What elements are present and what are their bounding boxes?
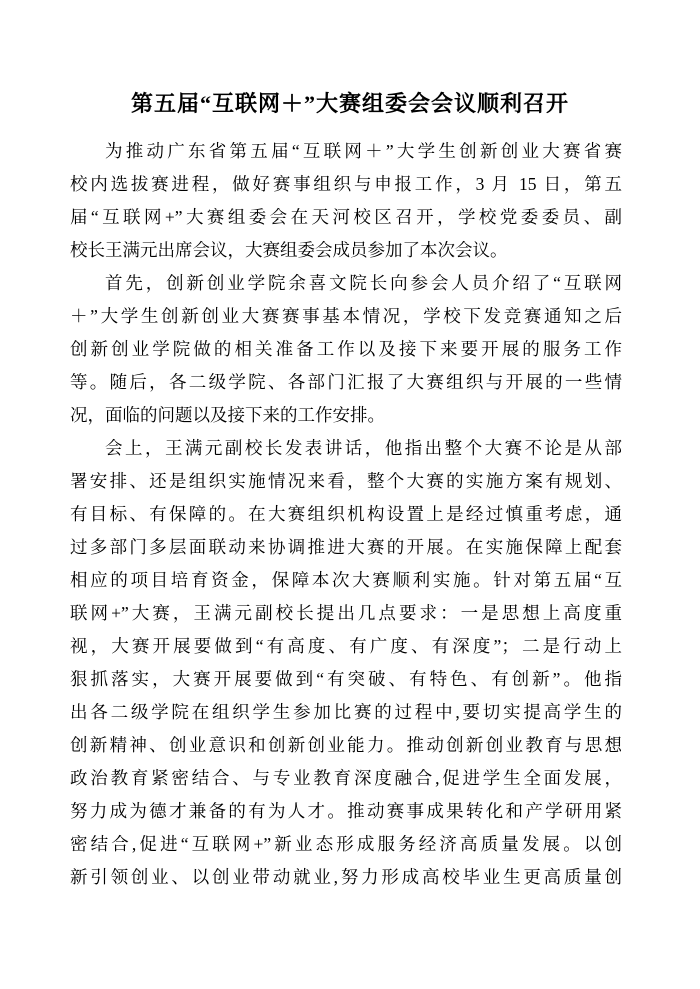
text-line: ＋”大学生创新创业大赛赛事基本情况，学校下发竞赛通知之后 bbox=[70, 306, 622, 326]
text-line: 视，大赛开展要做到“有高度、有广度、有深度”；二是行动上 bbox=[70, 636, 622, 656]
text-line: 有目标、有保障的。在大赛组织机构设置上是经过慎重考虑，通 bbox=[70, 504, 622, 524]
text-line: 创新精神、创业意识和创新创业能力。推动创新创业教育与思想 bbox=[70, 735, 622, 755]
text-line: 校内选拔赛进程，做好赛事组织与申报工作，3 月 15 日，第五 bbox=[70, 174, 622, 194]
text-line: 努力成为德才兼备的有为人才。推动赛事成果转化和产学研用紧 bbox=[70, 801, 622, 821]
document-body bbox=[70, 135, 622, 894]
text-line: 校长王满元出席会议，大赛组委会成员参加了本次会议。 bbox=[70, 240, 508, 260]
text-line: 创新创业学院做的相关准备工作以及接下来要开展的服务工作 bbox=[70, 339, 622, 359]
text-line: 会上，王满元副校长发表讲话，他指出整个大赛不论是从部 bbox=[105, 438, 622, 458]
text-line: 等。随后，各二级学院、各部门汇报了大赛组织与开展的一些情 bbox=[70, 372, 622, 392]
text-line: 相应的项目培育资金，保障本次大赛顺利实施。针对第五届“互 bbox=[70, 570, 622, 590]
text-line: 届“互联网+”大赛组委会在天河校区召开，学校党委委员、副 bbox=[70, 207, 622, 227]
text-line: 政治教育紧密结合、与专业教育深度融合,促进学生全面发展， bbox=[70, 768, 622, 788]
text-line: 首先，创新创业学院余喜文院长向参会人员介绍了“互联网 bbox=[105, 273, 622, 293]
text-line: 出各二级学院在组织学生参加比赛的过程中,要切实提高学生的 bbox=[70, 702, 622, 722]
text-line: 为推动广东省第五届“互联网＋”大学生创新创业大赛省赛 bbox=[105, 141, 622, 161]
text-line: 过多部门多层面联动来协调推进大赛的开展。在实施保障上配套 bbox=[70, 537, 622, 557]
text-line: 况，面临的问题以及接下来的工作安排。 bbox=[70, 405, 385, 425]
text-line: 狠抓落实，大赛开展要做到“有突破、有特色、有创新”。他指 bbox=[70, 669, 622, 689]
text-line: 密结合,促进“互联网+”新业态形成服务经济高质量发展。以创 bbox=[70, 834, 622, 854]
text-line: 联网+”大赛，王满元副校长提出几点要求：一是思想上高度重 bbox=[70, 603, 622, 623]
text-line: 署安排、还是组织实施情况来看，整个大赛的实施方案有规划、 bbox=[70, 471, 622, 491]
document-title: 第五届“互联网＋”大赛组委会会议顺利召开 bbox=[130, 91, 569, 116]
text-line: 新引领创业、以创业带动就业,努力形成高校毕业生更高质量创 bbox=[70, 867, 622, 887]
